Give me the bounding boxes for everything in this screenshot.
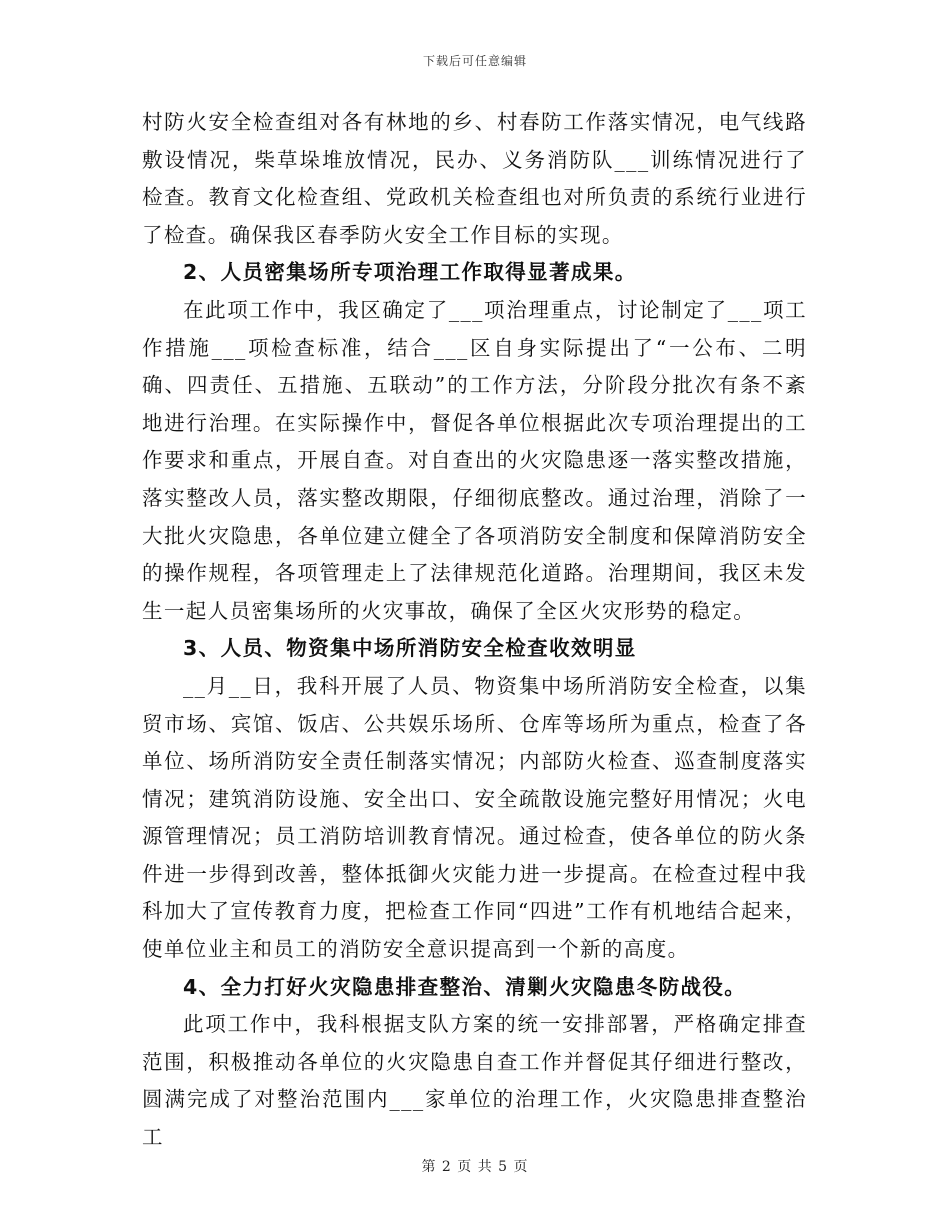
paragraph-continued: 村防火安全检查组对各有林地的乡、村春防工作落实情况，电气线路敷设情况，柴草垛堆放情况，民办、义务消防队___训练情况进行了检查。教育文化检查组、党政机关检查组也对所负责的系统行业进行了检查。确保我区春季防火安全工作目标的实现。 xyxy=(142,110,807,247)
paragraph-section-3: __月__日，我科开展了人员、物资集中场所消防安全检查，以集贸市场、宾馆、饭店、公共娱乐场所、仓库等场所为重点，检查了各单位、场所消防安全责任制落实情况；内部防火检查、巡查制度落实情况；建筑消防设施、安全出口、安全疏散设施完整好用情况；火电源管理情况；员工消防培训教育情况。通过检查，使各单位的防火条件进一步得到改善，整体抵御火灾能力进一步提高。在检查过程中我科加大了宣传教育力度，把检查工作同“四进”工作有机地结合起来，使单位业主和员工的消防安全意识提高到一个新的高度。 xyxy=(142,673,807,962)
paragraph-section-4: 此项工作中，我科根据支队方案的统一安排部署，严格确定排查范围，积极推动各单位的火灾隐患自查工作并督促其仔细进行整改，圆满完成了对整治范围内___家单位的治理工作，火灾隐患排查整治工 xyxy=(142,1012,807,1150)
paragraph-section-2: 在此项工作中，我区确定了___项治理重点，讨论制定了___项工作措施___项检查标准，结合___区自身实际提出了“一公布、二明确、四责任、五措施、五联动”的工作方法，分阶段分批次有条不紊地进行治理。在实际操作中，督促各单位根据此次专项治理提出的工作要求和重点，开展自查。对自查出的火灾隐患逐一落实整改措施，落实整改人员，落实整改期限，仔细彻底整改。通过治理，消除了一大批火灾隐患，各单位建立健全了各项消防安全制度和保障消防安全的操作规程，各项管理走上了法律规范化道路。治理期间，我区未发生一起人员密集场所的火灾事故，确保了全区火灾形势的稳定。 xyxy=(142,297,807,623)
document-body xyxy=(142,104,807,1157)
section-heading-4: 4、全力打好火灾隐患排查整治、清剿火灾隐患冬防战役。 xyxy=(183,974,747,999)
page-header: 下载后可任意编辑 xyxy=(422,54,527,68)
section-heading-3: 3、人员、物资集中场所消防安全检查收效明显 xyxy=(183,636,637,661)
section-heading-2: 2、人员密集场所专项治理工作取得显著成果。 xyxy=(183,260,637,285)
page-number: 第 2 页 共 5 页 xyxy=(421,1159,529,1175)
